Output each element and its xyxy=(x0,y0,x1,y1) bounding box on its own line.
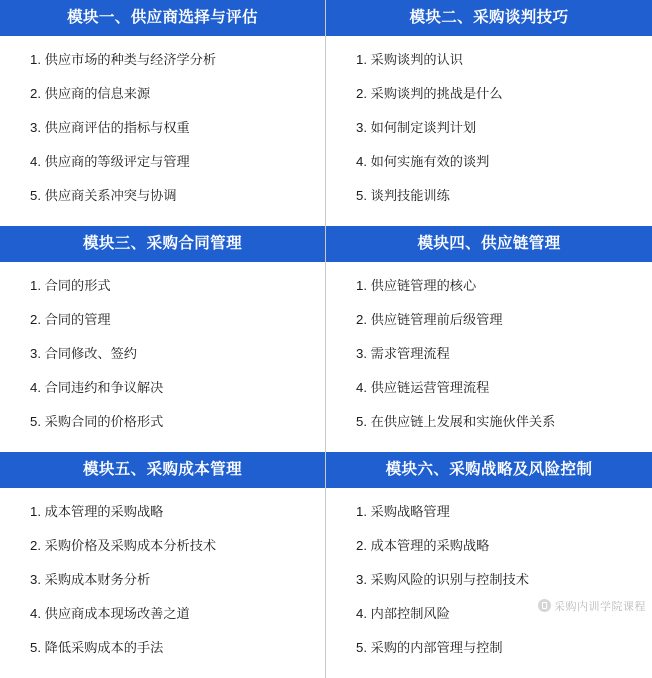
list-item: 3. 需求管理流程 xyxy=(356,346,450,361)
list-item: 3. 如何制定谈判计划 xyxy=(356,120,477,135)
module-card-1 xyxy=(0,0,326,226)
module-title-3: 模块三、采购合同管理 xyxy=(0,226,325,262)
module-items-6 xyxy=(326,488,652,678)
list-item: 4. 供应商成本现场改善之道 xyxy=(30,606,190,621)
list-item: 5. 降低采购成本的手法 xyxy=(30,640,164,655)
list-item: 1. 合同的形式 xyxy=(30,278,111,293)
list-item: 3. 供应商评估的指标与权重 xyxy=(30,120,190,135)
list-item: 1. 采购谈判的认识 xyxy=(356,52,463,67)
watermark-text: 采购内训学院课程 xyxy=(554,601,646,613)
module-title-5: 模块五、采购成本管理 xyxy=(0,452,325,488)
module-title-6: 模块六、采购战略及风险控制 xyxy=(326,452,652,488)
list-item: 2. 采购谈判的挑战是什么 xyxy=(356,86,503,101)
list-item: 3. 合同修改、签约 xyxy=(30,346,137,361)
list-item: 3. 采购成本财务分析 xyxy=(30,572,151,587)
module-title-1: 模块一、供应商选择与评估 xyxy=(0,0,325,36)
list-item: 5. 供应商关系冲突与协调 xyxy=(30,188,177,203)
list-item: 2. 采购价格及采购成本分析技术 xyxy=(30,538,217,553)
list-item: 4. 内部控制风险 xyxy=(356,606,450,621)
module-card-4 xyxy=(326,226,652,452)
module-card-2 xyxy=(326,0,652,226)
module-card-5 xyxy=(0,452,326,678)
module-card-6 xyxy=(326,452,652,678)
module-title-2: 模块二、采购谈判技巧 xyxy=(326,0,652,36)
list-item: 2. 供应链管理前后级管理 xyxy=(356,312,503,327)
module-card-3 xyxy=(0,226,326,452)
module-items-4 xyxy=(326,262,652,452)
list-item: 1. 成本管理的采购战略 xyxy=(30,504,164,519)
list-item: 1. 供应链管理的核心 xyxy=(356,278,477,293)
list-item: 5. 谈判技能训练 xyxy=(356,188,450,203)
module-items-3 xyxy=(0,262,325,452)
list-item: 2. 成本管理的采购战略 xyxy=(356,538,490,553)
list-item: 5. 采购的内部管理与控制 xyxy=(356,640,503,655)
list-item: 4. 如何实施有效的谈判 xyxy=(356,154,490,169)
list-item: 1. 采购战略管理 xyxy=(356,504,450,519)
list-item: 2. 供应商的信息来源 xyxy=(30,86,151,101)
list-item: 4. 合同违约和争议解决 xyxy=(30,380,164,395)
list-item: 2. 合同的管理 xyxy=(30,312,111,327)
list-item: 4. 供应链运营管理流程 xyxy=(356,380,490,395)
list-item: 1. 供应市场的种类与经济学分析 xyxy=(30,52,217,67)
module-items-1 xyxy=(0,36,325,226)
list-item: 3. 采购风险的识别与控制技术 xyxy=(356,572,529,587)
module-items-2 xyxy=(326,36,652,226)
module-title-4: 模块四、供应链管理 xyxy=(326,226,652,262)
list-item: 5. 采购合同的价格形式 xyxy=(30,414,164,429)
list-item: 5. 在供应链上发展和实施伙伴关系 xyxy=(356,414,556,429)
module-items-5 xyxy=(0,488,325,678)
list-item: 4. 供应商的等级评定与管理 xyxy=(30,154,190,169)
